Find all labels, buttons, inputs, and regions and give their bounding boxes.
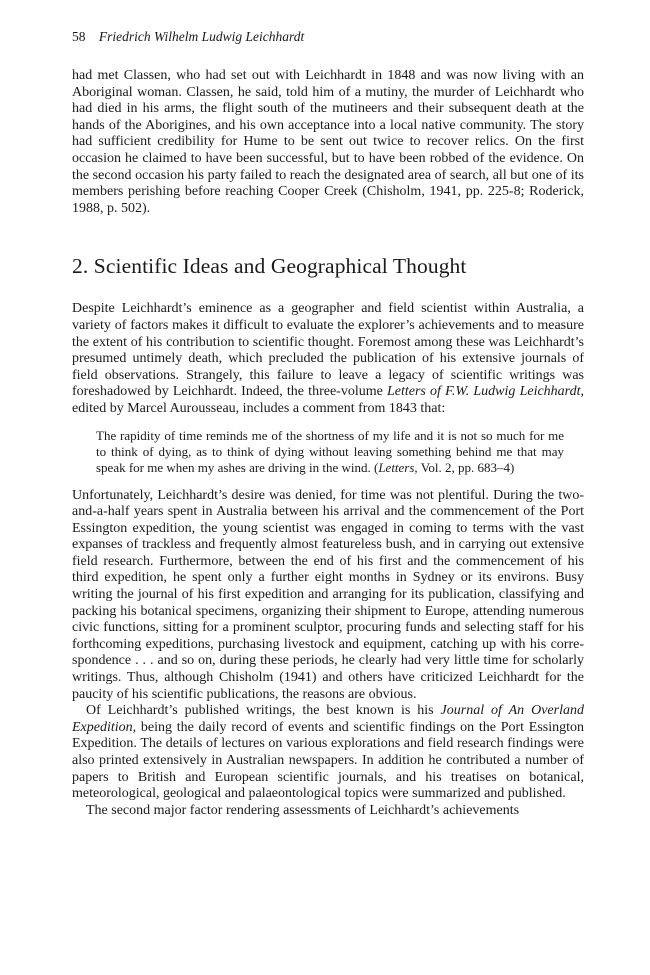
page-number: 58 bbox=[72, 29, 86, 44]
document-page bbox=[72, 28, 584, 819]
paragraph-second-factor: The second major factor rendering assessments of Leichhardt’s achievements bbox=[86, 802, 520, 818]
paragraph-opening: had met Classen, who had set out with Leichhardt in 1848 and was now living with an Aboriginal woman. Classen, he said, told him of a mutiny, the murder of Leichhardt who had died in his arms, the flight south of the mutineers and their subsequent death at the hands of the Aborigines, and his own acceptance into a local native community. The story had sufficient credibility for Hume to be sent out twice to recover relics. On the first occasion he claimed to have been successful, but to have been robbed of the evidence. On the second occasion his party failed to reach the designated area of search, all but one of its members perishing before reaching Cooper Creek (Chisholm, 1941, pp. 225-8; Roderick, 1988, p. 502). bbox=[72, 68, 584, 216]
paragraph-intro-text-end: edited by Marcel Aurousseau, includes a comment from 1843 that: bbox=[72, 400, 446, 416]
running-head bbox=[72, 28, 584, 46]
paragraph-published-text-end: being the daily record of events and scientific findings on the Port Essington Expedition. The details of lectures on various explorations and field research findings were also printed extensively in Australian newspapers. In addition he contributed a number of papers to British and European scientific journals, and his treatises on botanical, meteorological, geological and palaeontological topics were summarized and published. bbox=[72, 719, 584, 802]
quote-text: The rapidity of time reminds me of the shortness of my life and it is not so much for me to think of dying, as to think of dying without leaving something behind me that may speak for me when my ashes are driving in the wind. ( bbox=[96, 427, 564, 475]
paragraph-intro-text: Despite Leichhardt’s eminence as a geographer and field scientist within Australia, a variety of factors makes it difficult to evaluate the explorer’s achievements and to measure the extent of his contribution to scientific thought. Foremost among these was Leichhardt’s presumed untimely death, which precluded the publication of his extensive journals of field observations. Strangely, this failure to leave a legacy of scientific writings was foreshadowed by Leichhardt. Indeed, the three-volume bbox=[72, 301, 584, 400]
block-quote bbox=[96, 428, 564, 476]
book-title-journal: Journal of An Overland Expedition, bbox=[72, 703, 584, 735]
paragraph-published-writings bbox=[72, 703, 584, 803]
paragraph-intro bbox=[72, 301, 584, 417]
running-head-title: Friedrich Wilhelm Ludwig Leichhardt bbox=[98, 29, 305, 44]
quote-citation-rest: Vol. 2, pp. 683–4) bbox=[417, 459, 515, 475]
section-heading: 2. Scientific Ideas and Geographical Thought bbox=[72, 254, 467, 279]
book-title-letters: Letters of F.W. Ludwig Leichhardt, bbox=[386, 384, 584, 400]
quote-citation-title: Letters, bbox=[378, 459, 418, 475]
paragraph-unfortunately: Unfortunately, Leichhardt’s desire was denied, for time was not plentiful. During the two-and-a-half years spent in Australia between his arrival and the commencement of the Port Essington expedition, the young scientist was engaged in coming to terms with the vast expanses of trackless and frequently almost featureless bush, and in carrying out extensive field research. Furthermore, between the end of his first and the commencement of his third expedition, he spent only a further eight months in Sydney or its environs. Busy writing the journal of his first expedition and arranging for its publication, classifying and packing his botanical specimens, organizing their shipment to Europe, attending numerous civic functions, sitting for a prominent sculptor, procuring funds and selecting staff for his forthcoming expeditions, purchasing livestock and equipment, catching up with his correspondence . . . and so on, during these periods, he clearly had very little time for scholarly writings. Thus, although Chisholm (1941) and others have criticized Leichhardt for the paucity of his scientific publications, the reasons are obvious. bbox=[72, 487, 584, 702]
paragraph-published-text: Of Leichhardt’s published writings, the best known is his bbox=[86, 703, 441, 719]
